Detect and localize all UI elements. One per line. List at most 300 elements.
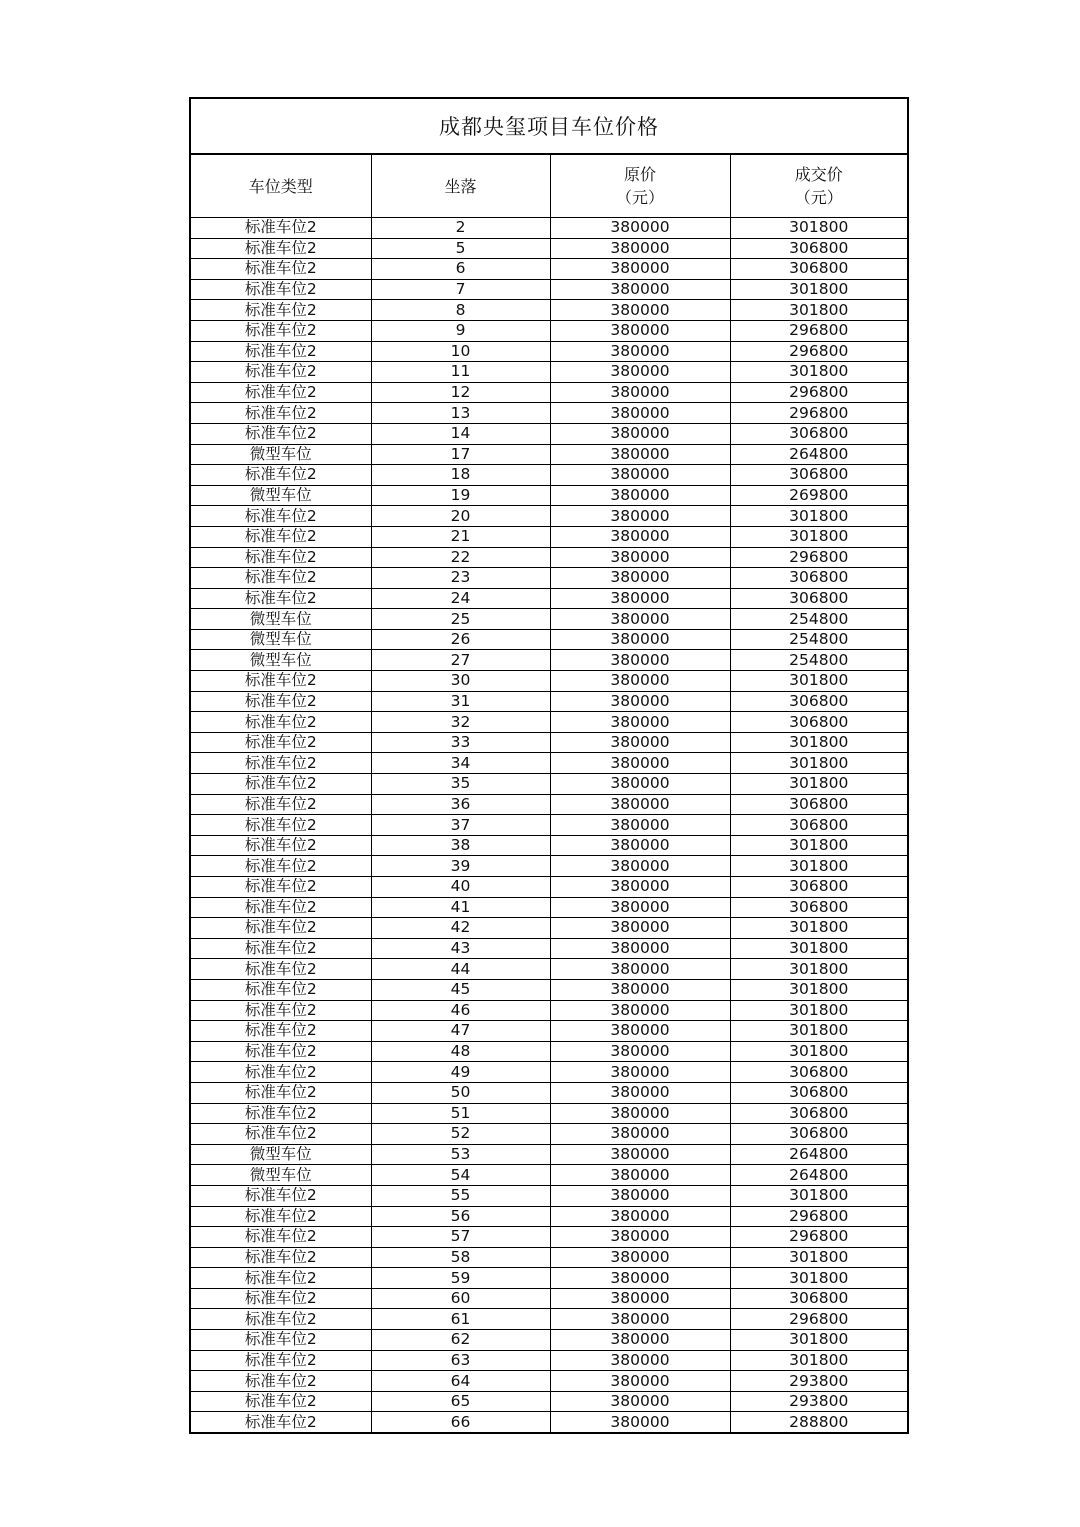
cell-seat: 8 xyxy=(371,300,550,321)
table-row xyxy=(191,259,907,280)
cell-seat: 7 xyxy=(371,279,550,300)
cell-original-price: 380000 xyxy=(550,979,730,1000)
table-row xyxy=(191,1165,907,1186)
cell-type: 标准车位2 xyxy=(191,320,371,341)
cell-deal-price: 301800 xyxy=(730,918,907,939)
cell-deal-price: 301800 xyxy=(730,1000,907,1021)
cell-deal-price: 301800 xyxy=(730,506,907,527)
table-row xyxy=(191,650,907,671)
cell-type: 标准车位2 xyxy=(191,856,371,877)
cell-type: 标准车位2 xyxy=(191,918,371,939)
cell-deal-price: 301800 xyxy=(730,1330,907,1351)
cell-type: 标准车位2 xyxy=(191,1330,371,1351)
cell-original-price: 380000 xyxy=(550,1124,730,1145)
cell-seat: 63 xyxy=(371,1350,550,1371)
cell-type: 标准车位2 xyxy=(191,279,371,300)
cell-seat: 20 xyxy=(371,506,550,527)
cell-type: 标准车位2 xyxy=(191,835,371,856)
table-row xyxy=(191,403,907,424)
cell-type: 标准车位2 xyxy=(191,1000,371,1021)
cell-seat: 24 xyxy=(371,588,550,609)
cell-seat: 21 xyxy=(371,526,550,547)
cell-deal-price: 301800 xyxy=(730,979,907,1000)
cell-seat: 58 xyxy=(371,1247,550,1268)
table-row xyxy=(191,382,907,403)
cell-type: 微型车位 xyxy=(191,1144,371,1165)
cell-deal-price: 301800 xyxy=(730,1268,907,1289)
cell-original-price: 380000 xyxy=(550,1041,730,1062)
cell-deal-price: 306800 xyxy=(730,712,907,733)
cell-seat: 47 xyxy=(371,1021,550,1042)
table-row xyxy=(191,732,907,753)
cell-type: 标准车位2 xyxy=(191,1185,371,1206)
cell-original-price: 380000 xyxy=(550,897,730,918)
cell-type: 标准车位2 xyxy=(191,1371,371,1392)
cell-original-price: 380000 xyxy=(550,547,730,568)
cell-type: 标准车位2 xyxy=(191,259,371,280)
cell-original-price: 380000 xyxy=(550,485,730,506)
cell-type: 标准车位2 xyxy=(191,382,371,403)
cell-deal-price: 293800 xyxy=(730,1371,907,1392)
cell-original-price: 380000 xyxy=(550,835,730,856)
cell-original-price: 380000 xyxy=(550,300,730,321)
table-row xyxy=(191,506,907,527)
table-row xyxy=(191,1185,907,1206)
cell-original-price: 380000 xyxy=(550,218,730,239)
cell-deal-price: 301800 xyxy=(730,732,907,753)
cell-seat: 9 xyxy=(371,320,550,341)
cell-original-price: 380000 xyxy=(550,526,730,547)
table-row xyxy=(191,1330,907,1351)
cell-type: 标准车位2 xyxy=(191,1206,371,1227)
cell-seat: 6 xyxy=(371,259,550,280)
cell-type: 标准车位2 xyxy=(191,732,371,753)
table-row xyxy=(191,1268,907,1289)
cell-seat: 38 xyxy=(371,835,550,856)
cell-deal-price: 301800 xyxy=(730,835,907,856)
cell-original-price: 380000 xyxy=(550,1227,730,1248)
table-row xyxy=(191,444,907,465)
cell-original-price: 380000 xyxy=(550,1330,730,1351)
cell-original-price: 380000 xyxy=(550,815,730,836)
cell-seat: 30 xyxy=(371,671,550,692)
cell-seat: 59 xyxy=(371,1268,550,1289)
cell-deal-price: 306800 xyxy=(730,1124,907,1145)
cell-deal-price: 301800 xyxy=(730,300,907,321)
cell-original-price: 380000 xyxy=(550,423,730,444)
table-body xyxy=(191,218,907,1433)
cell-original-price: 380000 xyxy=(550,568,730,589)
table-row xyxy=(191,465,907,486)
header-original-price xyxy=(550,155,730,218)
cell-deal-price: 301800 xyxy=(730,1350,907,1371)
header-original-price-unit: （元） xyxy=(615,188,664,207)
table-row xyxy=(191,897,907,918)
cell-deal-price: 301800 xyxy=(730,856,907,877)
cell-deal-price: 269800 xyxy=(730,485,907,506)
cell-seat: 27 xyxy=(371,650,550,671)
cell-deal-price: 296800 xyxy=(730,1227,907,1248)
cell-original-price: 380000 xyxy=(550,774,730,795)
cell-seat: 14 xyxy=(371,423,550,444)
cell-type: 标准车位2 xyxy=(191,1082,371,1103)
cell-original-price: 380000 xyxy=(550,1371,730,1392)
cell-type: 标准车位2 xyxy=(191,300,371,321)
cell-original-price: 380000 xyxy=(550,1185,730,1206)
table-row xyxy=(191,835,907,856)
table-row xyxy=(191,238,907,259)
table-row xyxy=(191,1391,907,1412)
table-row xyxy=(191,1103,907,1124)
cell-type: 标准车位2 xyxy=(191,218,371,239)
cell-type: 标准车位2 xyxy=(191,712,371,733)
cell-type: 标准车位2 xyxy=(191,1227,371,1248)
table-row xyxy=(191,1082,907,1103)
table-row xyxy=(191,588,907,609)
cell-deal-price: 306800 xyxy=(730,1062,907,1083)
cell-original-price: 380000 xyxy=(550,650,730,671)
cell-seat: 50 xyxy=(371,1082,550,1103)
cell-deal-price: 301800 xyxy=(730,1247,907,1268)
cell-deal-price: 301800 xyxy=(730,959,907,980)
table-row xyxy=(191,1206,907,1227)
cell-seat: 56 xyxy=(371,1206,550,1227)
cell-seat: 39 xyxy=(371,856,550,877)
cell-seat: 64 xyxy=(371,1371,550,1392)
cell-type: 标准车位2 xyxy=(191,1288,371,1309)
table-row xyxy=(191,959,907,980)
header-deal-price-label: 成交价 xyxy=(794,165,843,184)
table-row xyxy=(191,918,907,939)
cell-type: 标准车位2 xyxy=(191,526,371,547)
cell-seat: 34 xyxy=(371,753,550,774)
table-row xyxy=(191,877,907,898)
table-row xyxy=(191,423,907,444)
table-row xyxy=(191,938,907,959)
cell-type: 微型车位 xyxy=(191,609,371,630)
cell-deal-price: 301800 xyxy=(730,279,907,300)
cell-original-price: 380000 xyxy=(550,1103,730,1124)
cell-type: 标准车位2 xyxy=(191,671,371,692)
cell-deal-price: 296800 xyxy=(730,403,907,424)
cell-deal-price: 306800 xyxy=(730,568,907,589)
cell-original-price: 380000 xyxy=(550,1021,730,1042)
cell-seat: 26 xyxy=(371,629,550,650)
cell-original-price: 380000 xyxy=(550,506,730,527)
cell-seat: 32 xyxy=(371,712,550,733)
cell-original-price: 380000 xyxy=(550,341,730,362)
header-deal-price xyxy=(730,155,907,218)
table-row xyxy=(191,568,907,589)
cell-original-price: 380000 xyxy=(550,320,730,341)
cell-deal-price: 296800 xyxy=(730,1206,907,1227)
cell-original-price: 380000 xyxy=(550,1000,730,1021)
table-row xyxy=(191,1000,907,1021)
cell-original-price: 380000 xyxy=(550,1062,730,1083)
cell-deal-price: 306800 xyxy=(730,1288,907,1309)
cell-type: 标准车位2 xyxy=(191,362,371,383)
cell-type: 标准车位2 xyxy=(191,979,371,1000)
header-type: 车位类型 xyxy=(191,155,371,218)
cell-seat: 42 xyxy=(371,918,550,939)
cell-type: 标准车位2 xyxy=(191,1391,371,1412)
cell-deal-price: 301800 xyxy=(730,1041,907,1062)
cell-type: 标准车位2 xyxy=(191,547,371,568)
table-row xyxy=(191,279,907,300)
cell-type: 标准车位2 xyxy=(191,506,371,527)
cell-type: 微型车位 xyxy=(191,444,371,465)
cell-deal-price: 306800 xyxy=(730,691,907,712)
cell-original-price: 380000 xyxy=(550,1247,730,1268)
price-table xyxy=(191,155,907,1432)
table-row xyxy=(191,547,907,568)
cell-original-price: 380000 xyxy=(550,753,730,774)
table-row xyxy=(191,815,907,836)
cell-type: 标准车位2 xyxy=(191,1124,371,1145)
table-row xyxy=(191,671,907,692)
table-row xyxy=(191,1412,907,1432)
cell-seat: 17 xyxy=(371,444,550,465)
cell-seat: 10 xyxy=(371,341,550,362)
cell-type: 标准车位2 xyxy=(191,1268,371,1289)
cell-original-price: 380000 xyxy=(550,238,730,259)
cell-deal-price: 254800 xyxy=(730,629,907,650)
cell-seat: 46 xyxy=(371,1000,550,1021)
cell-deal-price: 306800 xyxy=(730,1082,907,1103)
cell-type: 标准车位2 xyxy=(191,1412,371,1432)
table-row xyxy=(191,1021,907,1042)
cell-original-price: 380000 xyxy=(550,1350,730,1371)
cell-original-price: 380000 xyxy=(550,382,730,403)
cell-original-price: 380000 xyxy=(550,1144,730,1165)
cell-deal-price: 301800 xyxy=(730,1185,907,1206)
cell-seat: 55 xyxy=(371,1185,550,1206)
table-row xyxy=(191,1371,907,1392)
cell-original-price: 380000 xyxy=(550,918,730,939)
cell-seat: 52 xyxy=(371,1124,550,1145)
table-row xyxy=(191,629,907,650)
cell-seat: 51 xyxy=(371,1103,550,1124)
table-row xyxy=(191,856,907,877)
table-row xyxy=(191,341,907,362)
cell-original-price: 380000 xyxy=(550,1165,730,1186)
table-row xyxy=(191,794,907,815)
sheet-title: 成都央玺项目车位价格 xyxy=(191,99,907,155)
cell-seat: 19 xyxy=(371,485,550,506)
cell-seat: 62 xyxy=(371,1330,550,1351)
cell-type: 标准车位2 xyxy=(191,238,371,259)
table-row xyxy=(191,1144,907,1165)
cell-deal-price: 306800 xyxy=(730,897,907,918)
table-row xyxy=(191,609,907,630)
cell-deal-price: 301800 xyxy=(730,1021,907,1042)
cell-original-price: 380000 xyxy=(550,959,730,980)
cell-original-price: 380000 xyxy=(550,856,730,877)
cell-seat: 33 xyxy=(371,732,550,753)
cell-deal-price: 301800 xyxy=(730,218,907,239)
cell-original-price: 380000 xyxy=(550,1268,730,1289)
cell-original-price: 380000 xyxy=(550,732,730,753)
cell-seat: 18 xyxy=(371,465,550,486)
table-row xyxy=(191,1309,907,1330)
cell-original-price: 380000 xyxy=(550,279,730,300)
cell-deal-price: 306800 xyxy=(730,815,907,836)
cell-deal-price: 301800 xyxy=(730,671,907,692)
cell-deal-price: 293800 xyxy=(730,1391,907,1412)
cell-seat: 43 xyxy=(371,938,550,959)
table-row xyxy=(191,1041,907,1062)
cell-seat: 45 xyxy=(371,979,550,1000)
header-original-price-label: 原价 xyxy=(623,165,656,184)
table-row xyxy=(191,1227,907,1248)
cell-seat: 22 xyxy=(371,547,550,568)
cell-deal-price: 254800 xyxy=(730,650,907,671)
cell-seat: 31 xyxy=(371,691,550,712)
table-row xyxy=(191,691,907,712)
cell-original-price: 380000 xyxy=(550,465,730,486)
table-row xyxy=(191,218,907,239)
cell-type: 微型车位 xyxy=(191,1165,371,1186)
cell-seat: 36 xyxy=(371,794,550,815)
table-row xyxy=(191,1247,907,1268)
cell-type: 标准车位2 xyxy=(191,1021,371,1042)
cell-original-price: 380000 xyxy=(550,1206,730,1227)
cell-original-price: 380000 xyxy=(550,712,730,733)
cell-original-price: 380000 xyxy=(550,362,730,383)
table-row xyxy=(191,300,907,321)
cell-seat: 49 xyxy=(371,1062,550,1083)
price-sheet xyxy=(189,97,909,1434)
cell-original-price: 380000 xyxy=(550,588,730,609)
cell-deal-price: 306800 xyxy=(730,588,907,609)
cell-seat: 48 xyxy=(371,1041,550,1062)
table-row xyxy=(191,979,907,1000)
cell-deal-price: 301800 xyxy=(730,362,907,383)
cell-seat: 54 xyxy=(371,1165,550,1186)
cell-type: 标准车位2 xyxy=(191,1062,371,1083)
cell-seat: 65 xyxy=(371,1391,550,1412)
cell-original-price: 380000 xyxy=(550,1309,730,1330)
cell-original-price: 380000 xyxy=(550,259,730,280)
cell-deal-price: 264800 xyxy=(730,444,907,465)
cell-seat: 13 xyxy=(371,403,550,424)
cell-deal-price: 264800 xyxy=(730,1165,907,1186)
cell-type: 标准车位2 xyxy=(191,774,371,795)
table-row xyxy=(191,712,907,733)
cell-original-price: 380000 xyxy=(550,1082,730,1103)
cell-deal-price: 306800 xyxy=(730,1103,907,1124)
table-row xyxy=(191,320,907,341)
cell-type: 标准车位2 xyxy=(191,897,371,918)
cell-original-price: 380000 xyxy=(550,403,730,424)
cell-seat: 2 xyxy=(371,218,550,239)
cell-seat: 57 xyxy=(371,1227,550,1248)
cell-type: 微型车位 xyxy=(191,650,371,671)
table-row xyxy=(191,485,907,506)
cell-seat: 44 xyxy=(371,959,550,980)
cell-deal-price: 264800 xyxy=(730,1144,907,1165)
cell-deal-price: 306800 xyxy=(730,259,907,280)
cell-type: 标准车位2 xyxy=(191,938,371,959)
cell-seat: 53 xyxy=(371,1144,550,1165)
cell-seat: 23 xyxy=(371,568,550,589)
table-row xyxy=(191,1062,907,1083)
header-seat: 坐落 xyxy=(371,155,550,218)
cell-deal-price: 296800 xyxy=(730,382,907,403)
header-row xyxy=(191,155,907,218)
cell-deal-price: 301800 xyxy=(730,526,907,547)
cell-deal-price: 296800 xyxy=(730,320,907,341)
cell-deal-price: 288800 xyxy=(730,1412,907,1432)
cell-deal-price: 306800 xyxy=(730,877,907,898)
cell-type: 微型车位 xyxy=(191,485,371,506)
cell-type: 标准车位2 xyxy=(191,877,371,898)
cell-original-price: 380000 xyxy=(550,629,730,650)
cell-original-price: 380000 xyxy=(550,1391,730,1412)
cell-deal-price: 296800 xyxy=(730,547,907,568)
cell-type: 标准车位2 xyxy=(191,794,371,815)
cell-seat: 37 xyxy=(371,815,550,836)
cell-type: 标准车位2 xyxy=(191,1247,371,1268)
table-row xyxy=(191,1288,907,1309)
cell-deal-price: 296800 xyxy=(730,341,907,362)
cell-type: 标准车位2 xyxy=(191,465,371,486)
cell-seat: 35 xyxy=(371,774,550,795)
cell-original-price: 380000 xyxy=(550,444,730,465)
cell-deal-price: 306800 xyxy=(730,238,907,259)
cell-type: 微型车位 xyxy=(191,629,371,650)
cell-original-price: 380000 xyxy=(550,1412,730,1432)
table-row xyxy=(191,526,907,547)
cell-deal-price: 306800 xyxy=(730,465,907,486)
table-row xyxy=(191,1350,907,1371)
cell-deal-price: 306800 xyxy=(730,794,907,815)
cell-type: 标准车位2 xyxy=(191,753,371,774)
cell-type: 标准车位2 xyxy=(191,568,371,589)
cell-type: 标准车位2 xyxy=(191,691,371,712)
cell-seat: 60 xyxy=(371,1288,550,1309)
cell-original-price: 380000 xyxy=(550,691,730,712)
table-row xyxy=(191,753,907,774)
cell-type: 标准车位2 xyxy=(191,1041,371,1062)
cell-original-price: 380000 xyxy=(550,877,730,898)
cell-type: 标准车位2 xyxy=(191,1350,371,1371)
cell-type: 标准车位2 xyxy=(191,959,371,980)
cell-type: 标准车位2 xyxy=(191,423,371,444)
cell-original-price: 380000 xyxy=(550,671,730,692)
cell-seat: 5 xyxy=(371,238,550,259)
cell-type: 标准车位2 xyxy=(191,341,371,362)
header-deal-price-unit: （元） xyxy=(794,188,843,207)
cell-deal-price: 306800 xyxy=(730,423,907,444)
cell-seat: 66 xyxy=(371,1412,550,1432)
cell-deal-price: 301800 xyxy=(730,938,907,959)
cell-deal-price: 301800 xyxy=(730,774,907,795)
cell-type: 标准车位2 xyxy=(191,815,371,836)
cell-type: 标准车位2 xyxy=(191,403,371,424)
cell-deal-price: 301800 xyxy=(730,753,907,774)
cell-seat: 40 xyxy=(371,877,550,898)
cell-seat: 61 xyxy=(371,1309,550,1330)
cell-original-price: 380000 xyxy=(550,609,730,630)
cell-seat: 41 xyxy=(371,897,550,918)
table-row xyxy=(191,774,907,795)
cell-type: 标准车位2 xyxy=(191,1309,371,1330)
cell-deal-price: 296800 xyxy=(730,1309,907,1330)
table-row xyxy=(191,362,907,383)
table-row xyxy=(191,1124,907,1145)
cell-seat: 25 xyxy=(371,609,550,630)
